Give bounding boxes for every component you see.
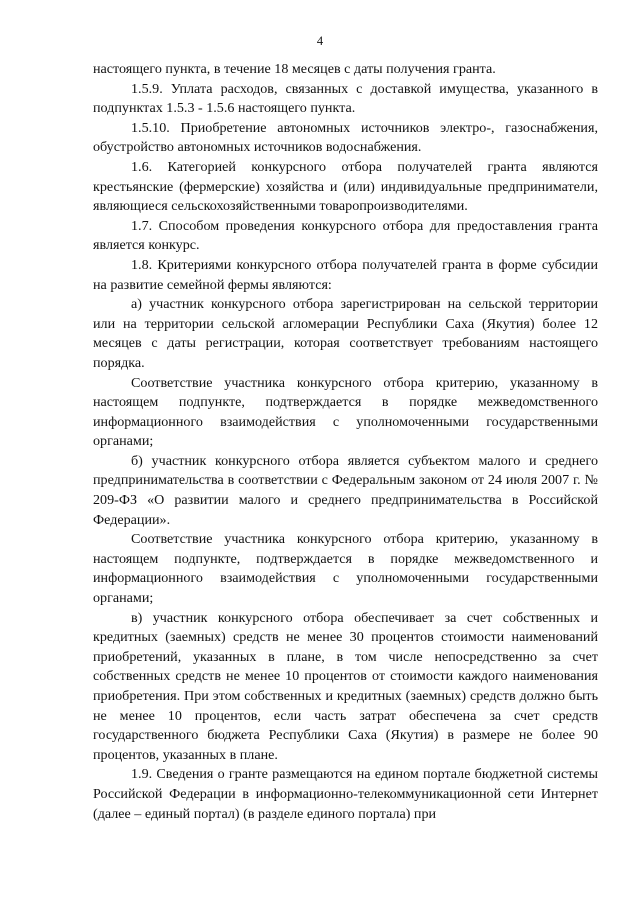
paragraph-1-9: 1.9. Сведения о гранте размещаются на едином портале бюджетной системы Российской Федерации в информационно-телекоммуникационной сети Интернет (далее – единый портал) (в разделе единого портала) при [93,766,598,822]
paragraph-criterion-b-confirmation: Соответствие участника конкурсного отбора критерию, указанному в настоящем подпункте, подтверждается в порядке межведомственного и информационного взаимодействия с уполномоченными государственными органами; [93,531,598,607]
paragraph-1-8: 1.8. Критериями конкурсного отбора получателей гранта в форме субсидии на развитие семейной фермы являются: [93,256,598,293]
paragraph-criterion-b: б) участник конкурсного отбора является субъектом малого и среднего предпринимательства в соответствии с Федеральным законом от 24 июля 2007 г. № 209-ФЗ «О развитии малого и среднего предпринимательства в Российской Федерации». [93,452,598,528]
document-body [93,60,598,824]
paragraph-1-5-10: 1.5.10. Приобретение автономных источников электро-, газоснабжения, обустройство автономных источников водоснабжения. [93,119,598,156]
page-number: 4 [316,34,324,48]
paragraph-criterion-a: а) участник конкурсного отбора зарегистрирован на сельской территории или на территории сельской агломерации Республики Саха (Якутия) более 12 месяцев с даты регистрации, которая соответствует требованиям настоящего порядка. [93,296,598,371]
paragraph-1-7: 1.7. Способом проведения конкурсного отбора для предоставления гранта является конкурс. [93,217,598,254]
paragraph-criterion-a-confirmation: Соответствие участника конкурсного отбора критерию, указанному в настоящем подпункте, подтверждается в порядке межведомственного информационного взаимодействия с уполномоченными государственными органами; [93,374,598,450]
paragraph-criterion-v: в) участник конкурсного отбора обеспечивает за счет собственных и кредитных (заемных) средств не менее 30 процентов стоимости наименований приобретений, указанных в плане, в том числе непосредственно за счет собственных средств не менее 10 процентов от стоимости каждого наименования приобретения. При этом собственных и кредитных (заемных) средств должно быть не менее 10 процентов, если часть затрат обеспечена за счет средств государственного бюджета Республики Саха (Якутия) в размере не более 90 процентов, указанных в плане. [93,609,598,763]
paragraph-1-5-9: 1.5.9. Уплата расходов, связанных с доставкой имущества, указанного в подпунктах 1.5.3 - 1.5.6 настоящего пункта. [93,80,598,117]
paragraph-continuation: настоящего пункта, в течение 18 месяцев с даты получения гранта. [93,61,496,77]
paragraph-1-6: 1.6. Категорией конкурсного отбора получателей гранта являются крестьянские (фермерские) хозяйства и (или) индивидуальные предприниматели, являющиеся сельскохозяйственными товаропроизводителями. [93,158,598,215]
